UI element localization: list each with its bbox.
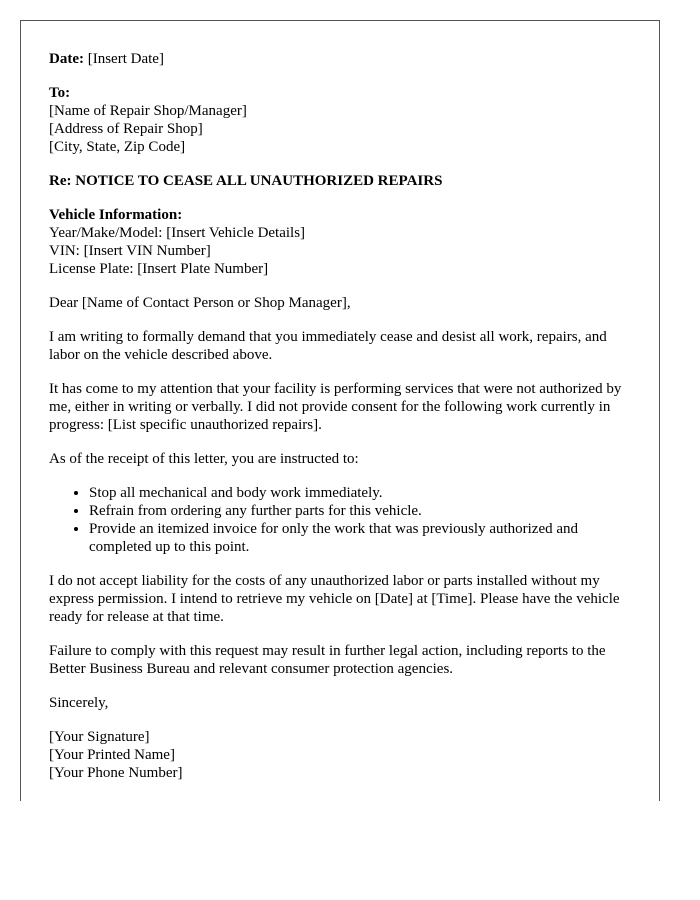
letter-page [20, 20, 660, 801]
date-label: Date: [49, 51, 84, 67]
signature-line: [Your Signature] [49, 729, 150, 745]
salutation: Dear [Name of Contact Person or Shop Manager], [49, 295, 351, 311]
body-paragraph-failure: Failure to comply with this request may result in further legal action, including reports to the Better Business Bureau and relevant consumer protection agencies. [49, 643, 606, 677]
body-paragraph-attention: It has come to my attention that your facility is performing services that were not authorized by me, either in writing or verbally. I did not provide consent for the following work currently in progress: [List specific unauthorized repairs]. [49, 381, 622, 433]
signoff: Sincerely, [49, 695, 109, 711]
date-line [49, 50, 631, 68]
subject-line: Re: NOTICE TO CEASE ALL UNAUTHORIZED REPAIRS [49, 173, 443, 189]
recipient-block [49, 84, 631, 156]
instruction-list [49, 484, 631, 556]
recipient-city: [City, State, Zip Code] [49, 139, 186, 155]
recipient-label: To: [49, 85, 71, 101]
body-paragraph-demand: I am writing to formally demand that you immediately cease and desist all work, repairs, and labor on the vehicle described above. [49, 329, 607, 363]
printed-name-line: [Your Printed Name] [49, 747, 175, 763]
recipient-address: [Address of Repair Shop] [49, 121, 203, 137]
vehicle-model: Year/Make/Model: [Insert Vehicle Details] [49, 225, 306, 241]
date-value: [Insert Date] [83, 51, 164, 67]
vehicle-info-block [49, 206, 631, 278]
vehicle-info-label: Vehicle Information: [49, 207, 183, 223]
list-item: • Stop all mechanical and body work immediately. [89, 484, 631, 502]
signature-block [49, 728, 631, 782]
vehicle-vin: VIN: [Insert VIN Number] [49, 243, 211, 259]
body-paragraph-instructed: As of the receipt of this letter, you are instructed to: [49, 451, 359, 467]
body-paragraph-liability: I do not accept liability for the costs of any unauthorized labor or parts installed without my express permission. I intend to retrieve my vehicle on [Date] at [Time]. Please have the vehicle ready for release at that time. [49, 573, 620, 625]
phone-number-line: [Your Phone Number] [49, 765, 183, 781]
list-item: • Refrain from ordering any further parts for this vehicle. [89, 502, 631, 520]
vehicle-plate: License Plate: [Insert Plate Number] [49, 261, 269, 277]
recipient-name: [Name of Repair Shop/Manager] [49, 103, 247, 119]
list-item: • Provide an itemized invoice for only the work that was previously authorized and completed up to this point. [89, 520, 631, 556]
